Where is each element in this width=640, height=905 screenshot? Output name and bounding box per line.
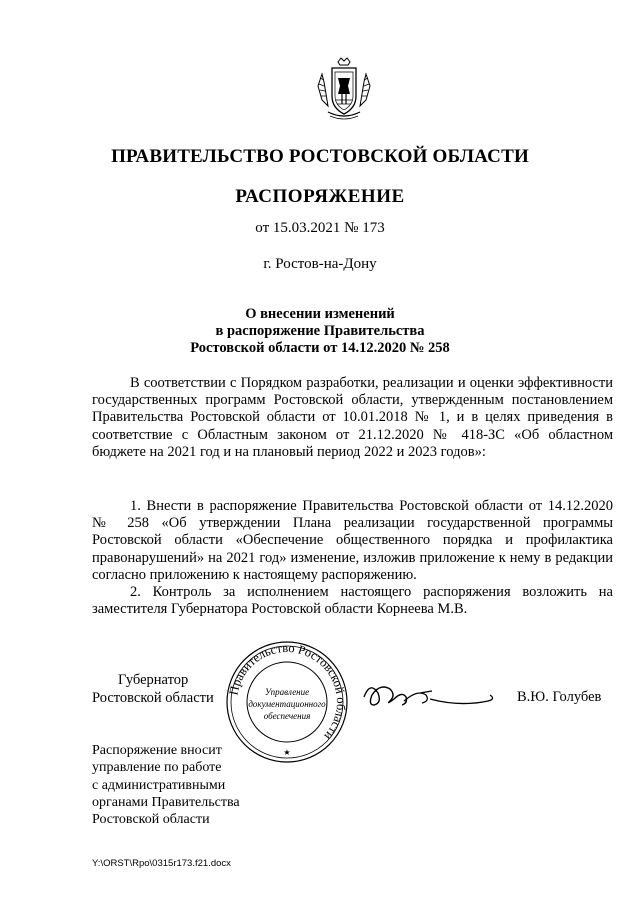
preamble-paragraph — [92, 375, 613, 461]
subject-line: Ростовской области от 14.12.2020 № 258 — [190, 340, 450, 356]
document-date-number: от 15.03.2021 № 173 — [255, 220, 385, 236]
document-subject — [0, 306, 640, 357]
resolution-item-2: 2. Контроль за исполнением настоящего распоряжения возложить на заместителя Губернатора Ростовской области Корнеева М.В. — [92, 584, 613, 618]
signatory-position-line: Губернатор — [118, 672, 189, 688]
file-path: Y:\ORST\Rpo\0315r173.f21.docx — [92, 858, 231, 869]
stamp-outer-text: Правительство Ростовской области — [226, 640, 349, 743]
stamp-inner-line: документационного — [248, 699, 326, 709]
document-place: г. Ростов-на-Дону — [263, 256, 377, 272]
preamble-text: В соответствии с Порядком разработки, реализации и оценки эффективности государственных программ Ростовской области, утвержденным постановлением Правительства Ростовской области от 10.01.2018 № 1, и в целях приведения в соответствие с Областным законом от 21.12.2020 № 418-ЗС «Об областном бюджете на 2021 год и на плановый период 2022 и 2023 годов»: — [92, 375, 613, 460]
submitter-note-line: с административными — [92, 777, 226, 793]
signatory-position — [92, 672, 214, 707]
subject-line: в распоряжение Правительства — [215, 323, 425, 339]
document-type: РАСПОРЯЖЕНИЕ — [235, 186, 405, 207]
submitter-note-line: Ростовской области — [92, 812, 210, 828]
official-stamp — [224, 640, 350, 764]
handwritten-signature — [360, 675, 500, 715]
submitter-note-line: органами Правительства — [92, 794, 240, 810]
resolution-items — [92, 498, 613, 618]
stamp-inner-line: обеспечения — [263, 711, 311, 721]
coat-of-arms-icon — [314, 56, 374, 122]
organization-title: ПРАВИТЕЛЬСТВО РОСТОВСКОЙ ОБЛАСТИ — [111, 146, 529, 167]
submitter-note-line: управление по работе — [92, 760, 222, 776]
signatory-position-line: Ростовской области — [92, 689, 214, 706]
stamp-star-icon: ★ — [283, 748, 291, 757]
signatory-name: В.Ю. Голубев — [517, 689, 602, 705]
resolution-item-1: 1. Внести в распоряжение Правительства Ростовской области от 14.12.2020 № 258 «Об утверждении Плана реализации государственной программы Ростовской области «Обеспечение общественного порядка и профилактика правонарушений» на 2021 год» изменение, изложив приложение к нему в редакции согласно приложению к настоящему распоряжению. — [92, 498, 613, 583]
submitter-note — [92, 742, 240, 828]
subject-line: О внесении изменений — [245, 306, 395, 322]
submitter-note-line: Распоряжение вносит — [92, 743, 222, 758]
stamp-inner-line: Управление — [264, 687, 310, 697]
